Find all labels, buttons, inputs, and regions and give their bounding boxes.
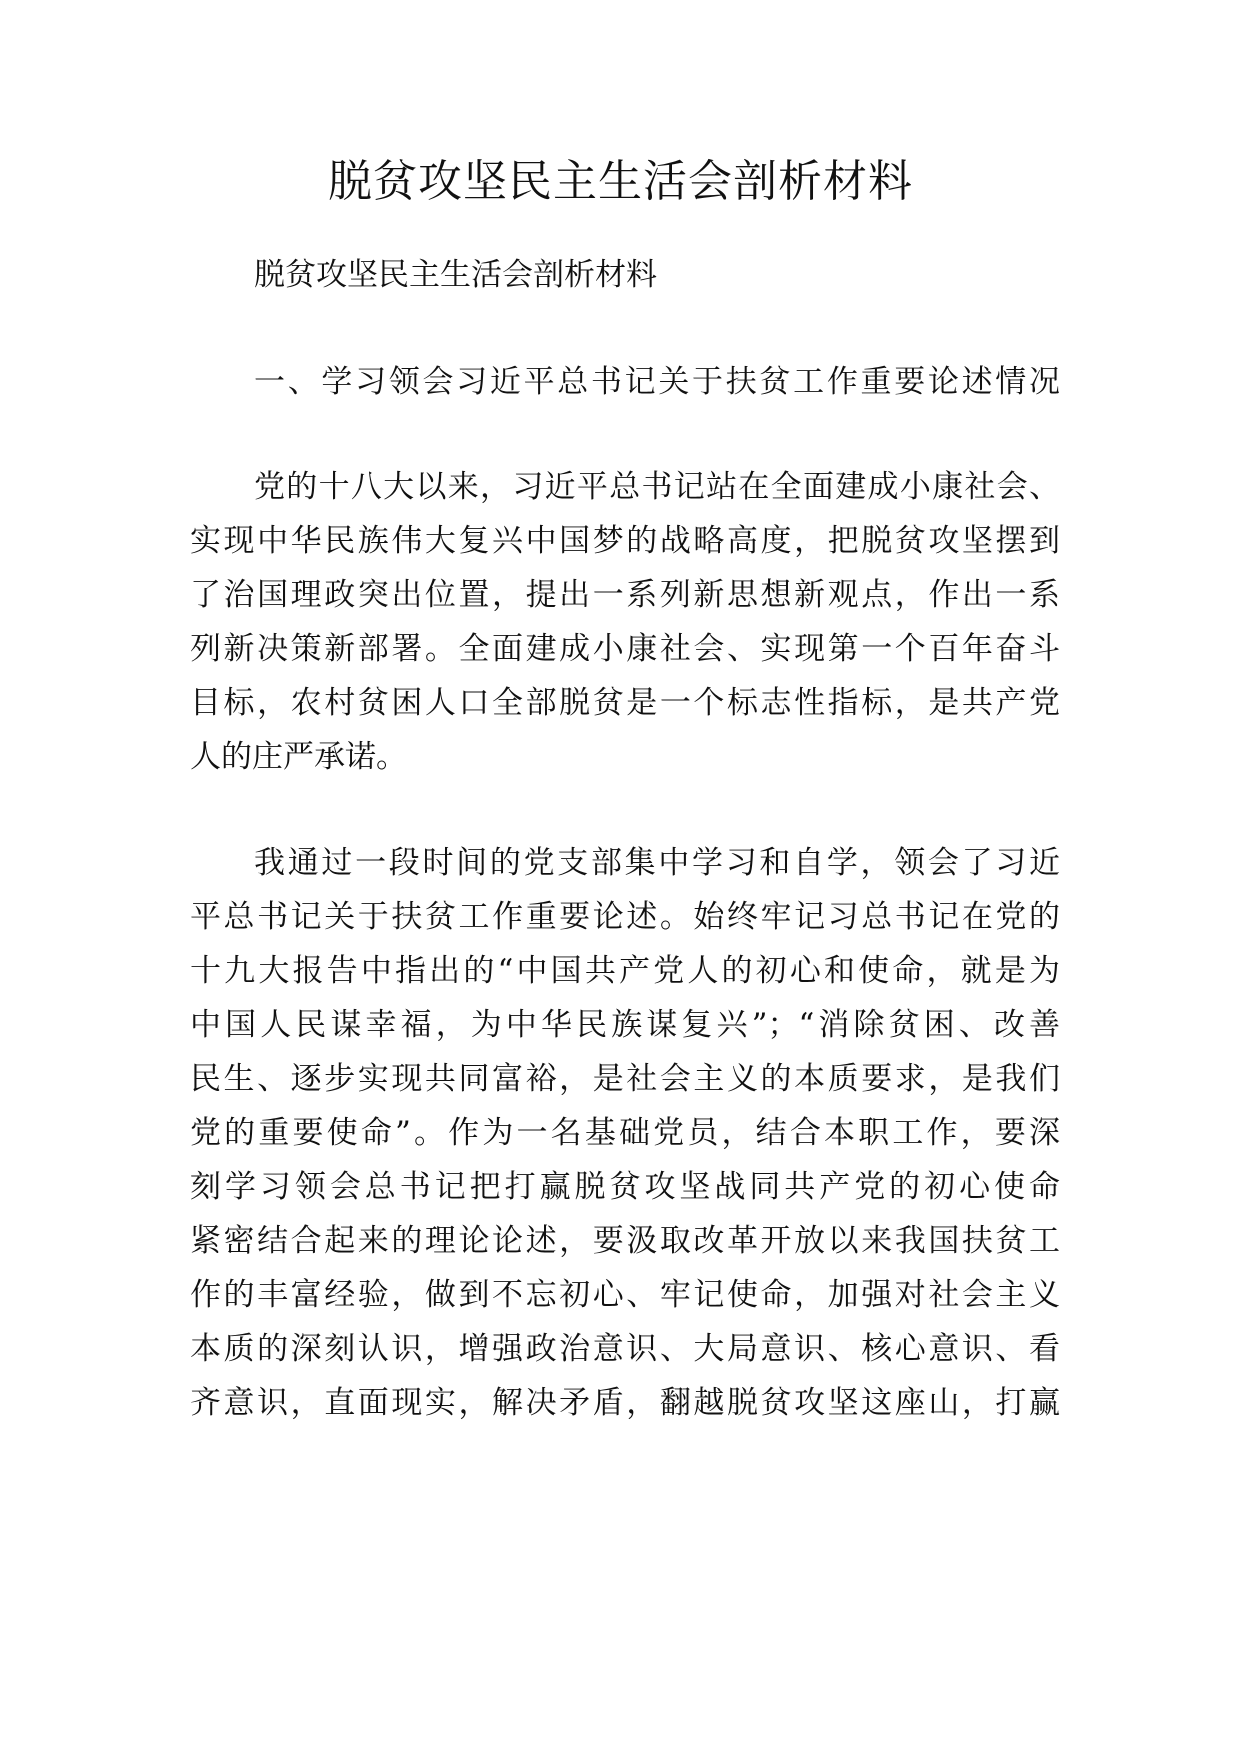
paragraph-line: 人的庄严承诺。 [190, 739, 407, 775]
paragraph-line: 列新决策新部署。全面建成小康社会、实现第一个百年奋斗 [190, 631, 1060, 667]
paragraph-line: 了治国理政突出位置，提出一系列新思想新观点，作出一系 [190, 577, 1060, 613]
section-heading: 一、学习领会习近平总书记关于扶贫工作重要论述情况 [254, 364, 1060, 400]
paragraph-line: 民生、逐步实现共同富裕，是社会主义的本质要求，是我们 [190, 1061, 1060, 1097]
paragraph-line: 目标，农村贫困人口全部脱贫是一个标志性指标，是共产党 [190, 685, 1060, 721]
document-title: 脱贫攻坚民主生活会剖析材料 [328, 156, 913, 207]
paragraph-line: 实现中华民族伟大复兴中国梦的战略高度，把脱贫攻坚摆到 [190, 523, 1060, 559]
paragraph-line: 平总书记关于扶贫工作重要论述。始终牢记习总书记在党的 [190, 899, 1060, 935]
document-subtitle: 脱贫攻坚民主生活会剖析材料 [254, 257, 657, 293]
paragraph-line: 作的丰富经验，做到不忘初心、牢记使命，加强对社会主义 [190, 1277, 1060, 1313]
paragraph-line: 十九大报告中指出的“中国共产党人的初心和使命，就是为 [190, 953, 1060, 989]
paragraph-line: 党的十八大以来，习近平总书记站在全面建成小康社会、 [254, 469, 1060, 505]
paragraph-line: 本质的深刻认识，增强政治意识、大局意识、核心意识、看 [190, 1331, 1060, 1367]
paragraph-line: 中国人民谋幸福，为中华民族谋复兴”；“消除贫困、改善 [190, 1007, 1060, 1043]
paragraph-line: 齐意识，直面现实，解决矛盾，翻越脱贫攻坚这座山，打赢 [190, 1385, 1060, 1421]
paragraph-line: 党的重要使命”。作为一名基础党员，结合本职工作，要深 [190, 1115, 1060, 1151]
paragraph-line: 我通过一段时间的党支部集中学习和自学，领会了习近 [254, 845, 1060, 881]
paragraph-line: 刻学习领会总书记把打赢脱贫攻坚战同共产党的初心使命 [190, 1169, 1060, 1205]
paragraph-line: 紧密结合起来的理论论述，要汲取改革开放以来我国扶贫工 [190, 1223, 1060, 1259]
